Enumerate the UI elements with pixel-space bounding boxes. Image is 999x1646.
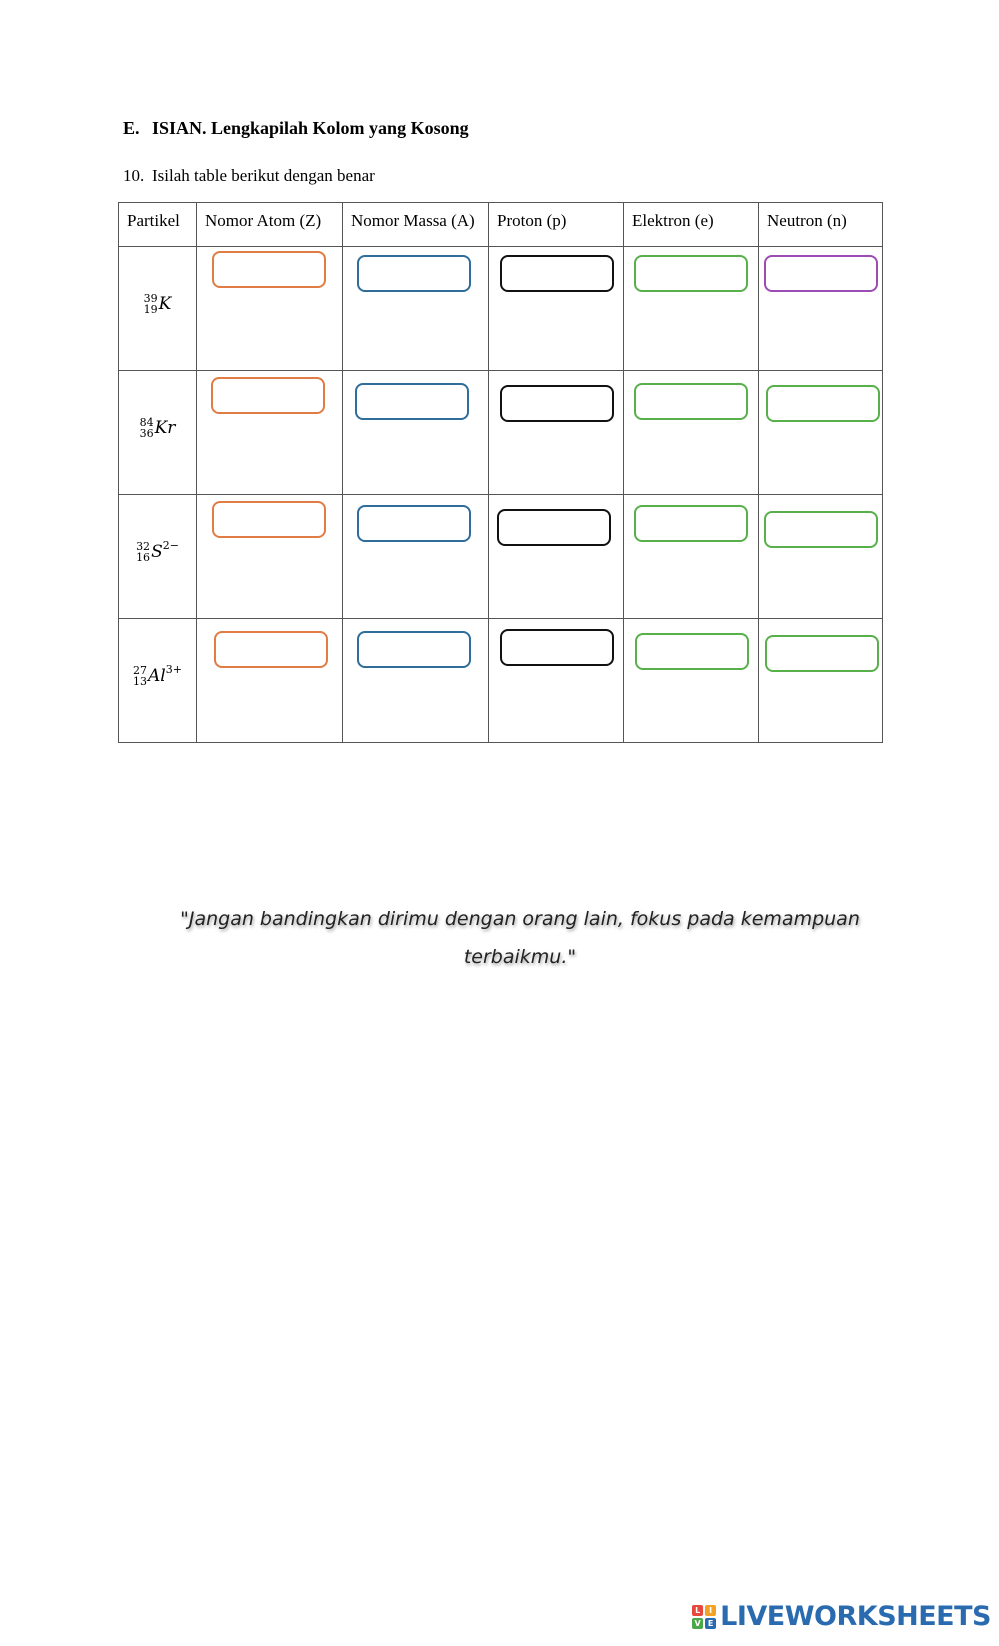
- header-nomor-massa: Nomor Massa (A): [343, 203, 489, 247]
- table-row: [119, 247, 883, 371]
- particle-s: 32 16 S 2−: [136, 539, 179, 564]
- header-elektron: Elektron (e): [624, 203, 759, 247]
- answer-z-al[interactable]: [214, 631, 328, 668]
- liveworksheets-mark-icon: L I V E: [692, 1605, 716, 1629]
- isian-table: [118, 202, 883, 743]
- section-heading: ISIAN. Lengkapilah Kolom yang Kosong: [152, 118, 469, 138]
- answer-n-kr[interactable]: [766, 385, 880, 422]
- particle-cell: [119, 371, 197, 495]
- particle-cell: [119, 495, 197, 619]
- header-nomor-atom: Nomor Atom (Z): [197, 203, 343, 247]
- particle-al: 27 13 Al 3+: [133, 663, 182, 688]
- answer-p-al[interactable]: [500, 629, 614, 666]
- answer-a-k[interactable]: [357, 255, 471, 292]
- table-row: [119, 371, 883, 495]
- answer-p-kr[interactable]: [500, 385, 614, 422]
- answer-p-s[interactable]: [497, 509, 611, 546]
- answer-n-s[interactable]: [764, 511, 878, 548]
- answer-z-s[interactable]: [212, 501, 326, 538]
- answer-a-kr[interactable]: [355, 383, 469, 420]
- logo-text: LIVEWORKSHEETS: [720, 1601, 991, 1632]
- liveworksheets-logo: [692, 1601, 991, 1632]
- header-partikel: Partikel: [119, 203, 197, 247]
- question-number: 10.: [123, 166, 145, 185]
- header-proton: Proton (p): [489, 203, 624, 247]
- answer-n-al[interactable]: [765, 635, 879, 672]
- answer-a-al[interactable]: [357, 631, 471, 668]
- quote-line-1: "Jangan bandingkan dirimu dengan orang lain, fokus pada kemampuan: [180, 908, 860, 930]
- answer-a-s[interactable]: [357, 505, 471, 542]
- answer-n-k[interactable]: [764, 255, 878, 292]
- section-letter: E.: [123, 118, 140, 138]
- particle-kr: 84 36 Kr: [139, 415, 176, 440]
- answer-p-k[interactable]: [500, 255, 614, 292]
- answer-z-kr[interactable]: [211, 377, 325, 414]
- answer-e-al[interactable]: [635, 633, 749, 670]
- table-header-row: [119, 203, 883, 247]
- answer-e-k[interactable]: [634, 255, 748, 292]
- motivational-quote: [160, 900, 880, 976]
- question-text: Isilah table berikut dengan benar: [152, 166, 375, 185]
- section-title: [123, 118, 469, 139]
- answer-z-k[interactable]: [212, 251, 326, 288]
- header-neutron: Neutron (n): [759, 203, 883, 247]
- particle-cell: [119, 247, 197, 371]
- question: [123, 166, 375, 186]
- particle-k: 39 19 K: [143, 291, 172, 316]
- table-row: [119, 495, 883, 619]
- particle-cell: [119, 619, 197, 743]
- answer-e-s[interactable]: [634, 505, 748, 542]
- table-row: [119, 619, 883, 743]
- answer-e-kr[interactable]: [634, 383, 748, 420]
- quote-line-2: terbaikmu.": [463, 946, 577, 968]
